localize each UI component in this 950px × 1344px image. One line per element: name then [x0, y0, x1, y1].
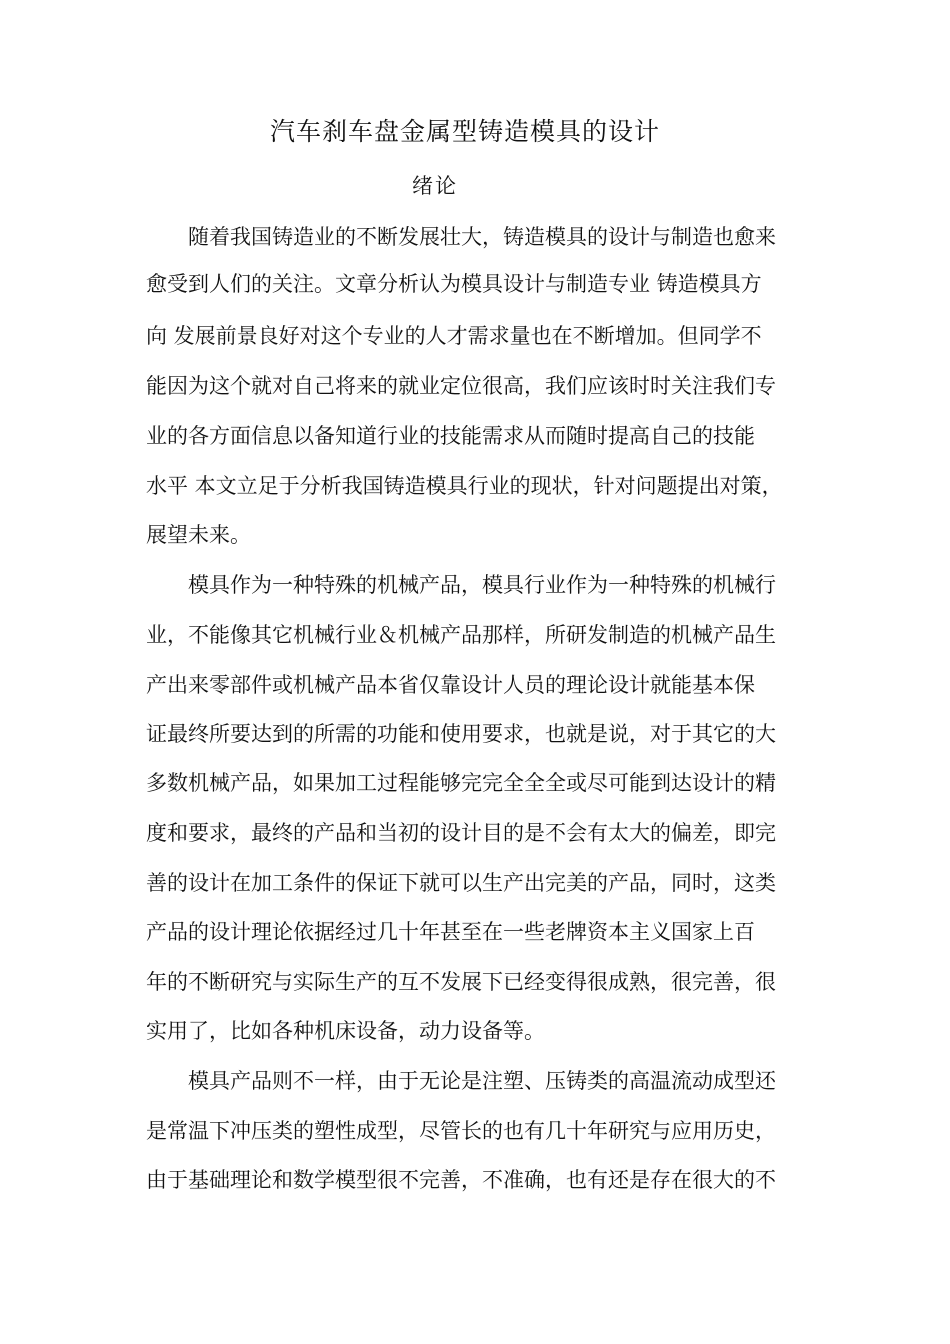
paragraph-line: 是常温下冲压类的塑性成型，尽管长的也有几十年研究与应用历史，	[146, 1119, 776, 1143]
paragraph-line: 产出来零部件或机械产品本省仅靠设计人员的理论设计就能基本保	[146, 673, 755, 697]
paragraph-line: 能因为这个就对自己将来的就业定位很高，我们应该时时关注我们专	[146, 374, 776, 398]
paragraph-line: 随着我国铸造业的不断发展壮大，铸造模具的设计与制造也愈来	[188, 225, 776, 249]
paragraph-line: 度和要求，最终的产品和当初的设计目的是不会有太大的偏差，即完	[146, 821, 776, 845]
paragraph-line: 由于基础理论和数学模型很不完善，不准确，也有还是存在很大的不	[146, 1168, 776, 1192]
paragraph-line: 水平 本文立足于分析我国铸造模具行业的现状，针对问题提出对策，	[146, 474, 783, 498]
paragraph-line: 实用了，比如各种机床设备，动力设备等。	[146, 1019, 545, 1043]
document-title: 汽车刹车盘金属型铸造模具的设计	[269, 117, 660, 146]
paragraph-line: 年的不断研究与实际生产的互不发展下已经变得很成熟，很完善，很	[146, 970, 776, 994]
paragraph-line: 证最终所要达到的所需的功能和使用要求，也就是说，对于其它的大	[146, 722, 776, 746]
paragraph-line: 愈受到人们的关注。文章分析认为模具设计与制造专业 铸造模具方	[146, 272, 762, 296]
paragraph-line: 多数机械产品，如果加工过程能够完完全全全或尽可能到达设计的精	[146, 771, 776, 795]
paragraph-line: 产品的设计理论依据经过几十年甚至在一些老牌资本主义国家上百	[146, 920, 755, 944]
paragraph-line: 模具产品则不一样，由于无论是注塑、压铸类的高温流动成型还	[188, 1069, 776, 1093]
paragraph-line: 业，不能像其它机械行业＆机械产品那样，所研发制造的机械产品生	[146, 623, 776, 647]
section-heading: 绪论	[412, 174, 458, 198]
paragraph-line: 向 发展前景良好对这个专业的人才需求量也在不断增加。但同学不	[146, 324, 762, 348]
paragraph-line: 展望未来。	[146, 523, 251, 547]
paragraph-line: 模具作为一种特殊的机械产品，模具行业作为一种特殊的机械行	[188, 573, 776, 597]
paragraph-line: 业的各方面信息以备知道行业的技能需求从而随时提高自己的技能	[146, 424, 755, 448]
paragraph-line: 善的设计在加工条件的保证下就可以生产出完美的产品，同时，这类	[146, 871, 776, 895]
